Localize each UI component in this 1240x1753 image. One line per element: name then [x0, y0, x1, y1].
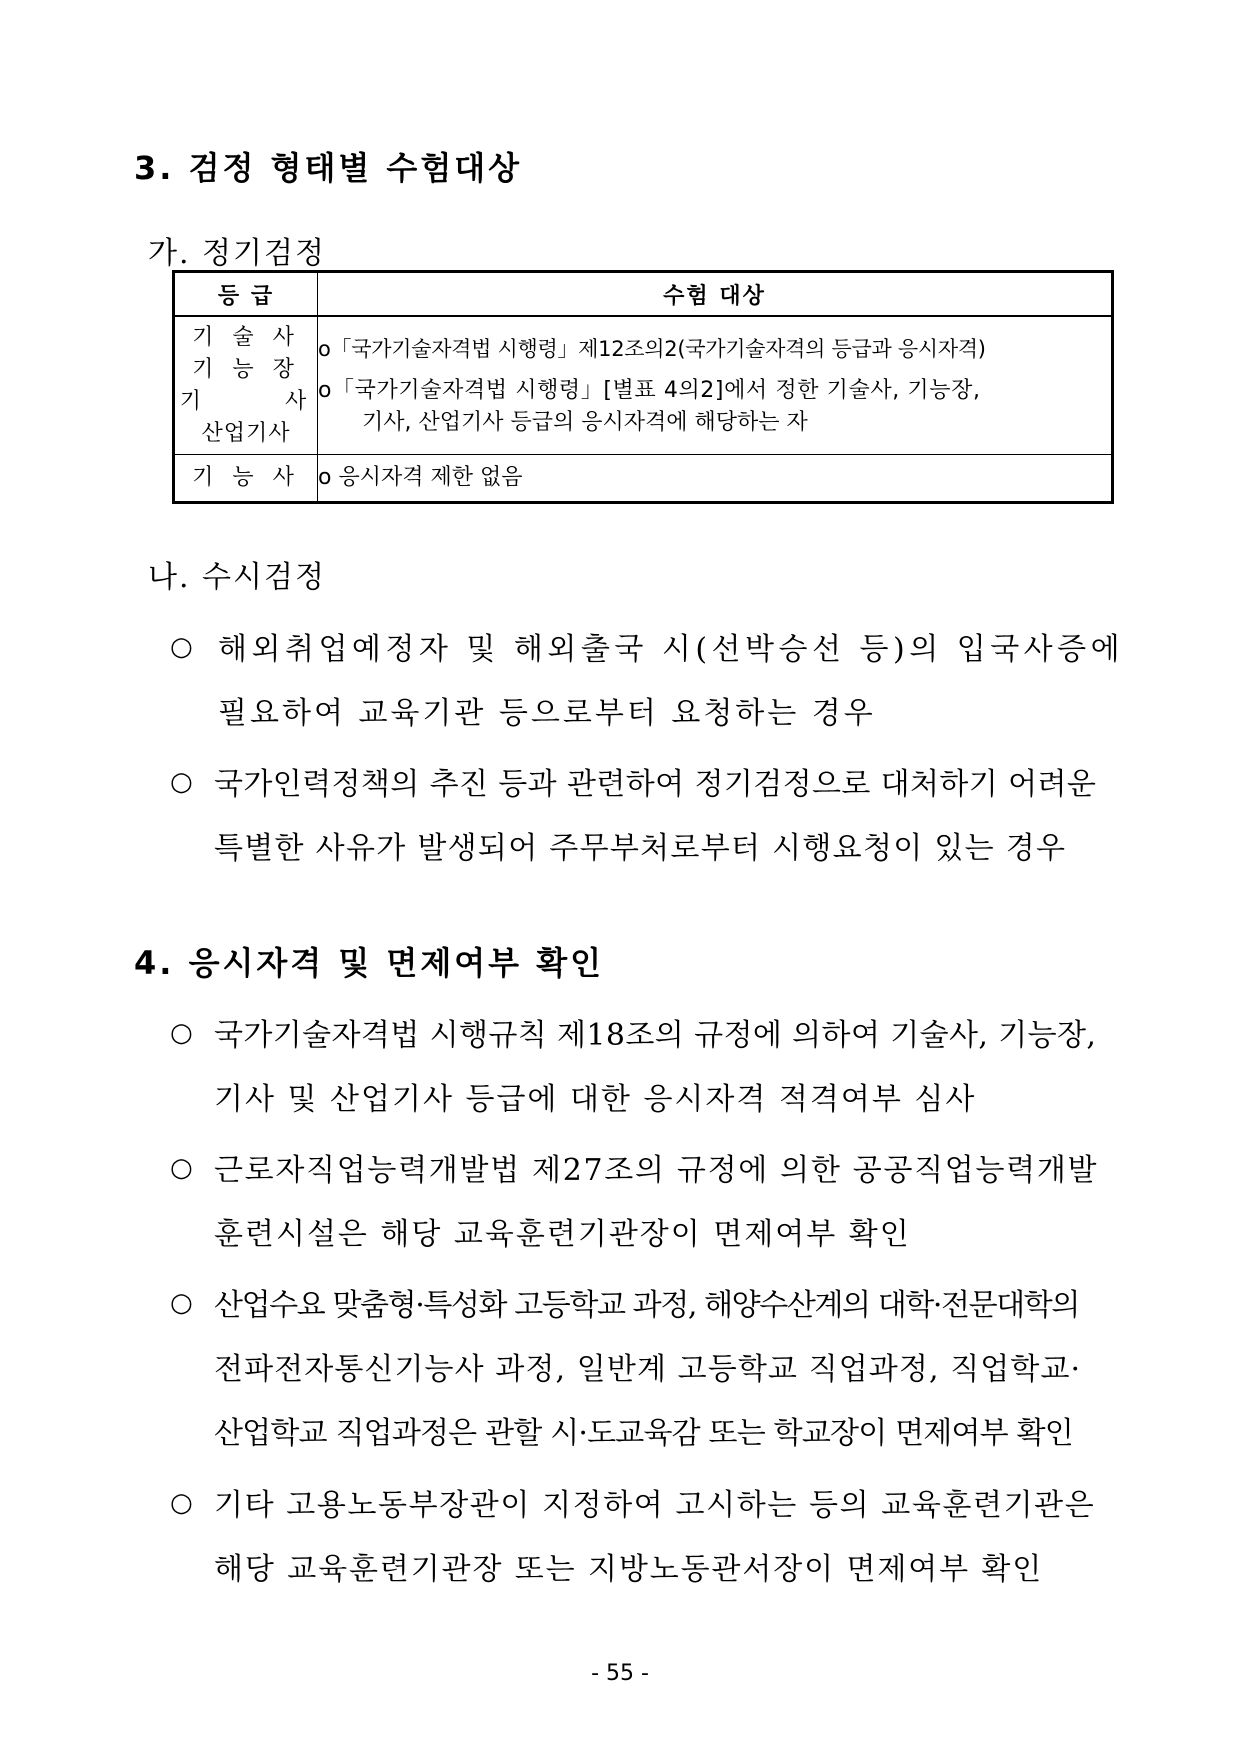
target-item-continuation: 기사, 산업기사 등급의 응시자격에 해당하는 자	[362, 409, 808, 435]
list-item-line: 산업학교 직업과정은 관할 시·도교육감 또는 학교장이 면제여부 확인	[214, 1416, 1073, 1451]
bullet-icon: ○	[170, 1288, 193, 1318]
target-cell: o 응시자격 제한 없음	[318, 455, 1113, 503]
grade-label: 기 사	[179, 388, 313, 414]
list-item-line: 국가기술자격법 시행규칙 제18조의 규정에 의하여 기술사, 기능장,	[214, 1018, 1097, 1053]
bullet-icon: ○	[170, 767, 193, 797]
list-item-line: 기타 고용노동부장관이 지정하여 고시하는 등의 교육훈련기관은	[214, 1488, 1096, 1523]
table-header-grade: 등 급	[174, 272, 318, 317]
list-item-line: 해외취업예정자 및 해외출국 시(선박승선 등)의 입국사증에	[218, 632, 1125, 667]
subsection-occasional-title: 나. 수시검정	[148, 560, 326, 595]
bullet-icon: ○	[170, 1153, 193, 1183]
table-header-target: 수험 대상	[318, 272, 1113, 317]
list-item-line: 해당 교육훈련기관장 또는 지방노동관서장이 면제여부 확인	[214, 1552, 1044, 1587]
list-item-line: 기사 및 산업기사 등급에 대한 응시자격 적격여부 심사	[214, 1082, 977, 1117]
list-item-line: 전파전자통신기능사 과정, 일반계 고등학교 직업과정, 직업학교·	[214, 1352, 1082, 1387]
list-item-line: 특별한 사유가 발생되어 주무부처로부터 시행요청이 있는 경우	[214, 831, 1067, 866]
list-item-line: 필요하여 교육기관 등으로부터 요청하는 경우	[218, 696, 876, 731]
bullet-icon: ○	[170, 632, 193, 662]
target-item: o「국가기술자격법 시행령」제12조의2(국가기술자격의 등급과 응시자격)	[318, 336, 986, 361]
target-item: o「국가기술자격법 시행령」[별표 4의2]에서 정한 기술사, 기능장,	[318, 377, 981, 403]
list-item-line: 훈련시설은 해당 교육훈련기관장이 면제여부 확인	[214, 1217, 911, 1252]
table-header-row	[174, 272, 1113, 317]
subsection-regular-title: 가. 정기검정	[148, 236, 326, 271]
grade-label: 산업기사	[201, 420, 291, 446]
section-3-title: 3. 검정 형태별 수험대상	[134, 149, 523, 187]
table-row	[174, 455, 1113, 503]
grade-cell	[174, 316, 318, 455]
table-row	[174, 316, 1113, 455]
grade-cell: 기 능 사	[174, 455, 318, 503]
page-number: - 55 -	[591, 1661, 649, 1686]
bullet-icon: ○	[170, 1488, 193, 1518]
bullet-icon: ○	[170, 1018, 193, 1048]
list-item-line: 산업수요 맞춤형·특성화 고등학교 과정, 해양수산계의 대학·전문대학의	[214, 1288, 1079, 1323]
list-item-line: 근로자직업능력개발법 제27조의 규정에 의한 공공직업능력개발	[214, 1153, 1099, 1188]
exam-target-table	[172, 270, 1114, 504]
list-item-line: 국가인력정책의 추진 등과 관련하여 정기검정으로 대처하기 어려운	[214, 767, 1097, 802]
grade-label: 기 술 사	[192, 324, 300, 350]
section-4-title: 4. 응시자격 및 면제여부 확인	[134, 944, 605, 982]
grade-label: 기 능 장	[192, 356, 300, 382]
target-cell	[318, 316, 1113, 455]
